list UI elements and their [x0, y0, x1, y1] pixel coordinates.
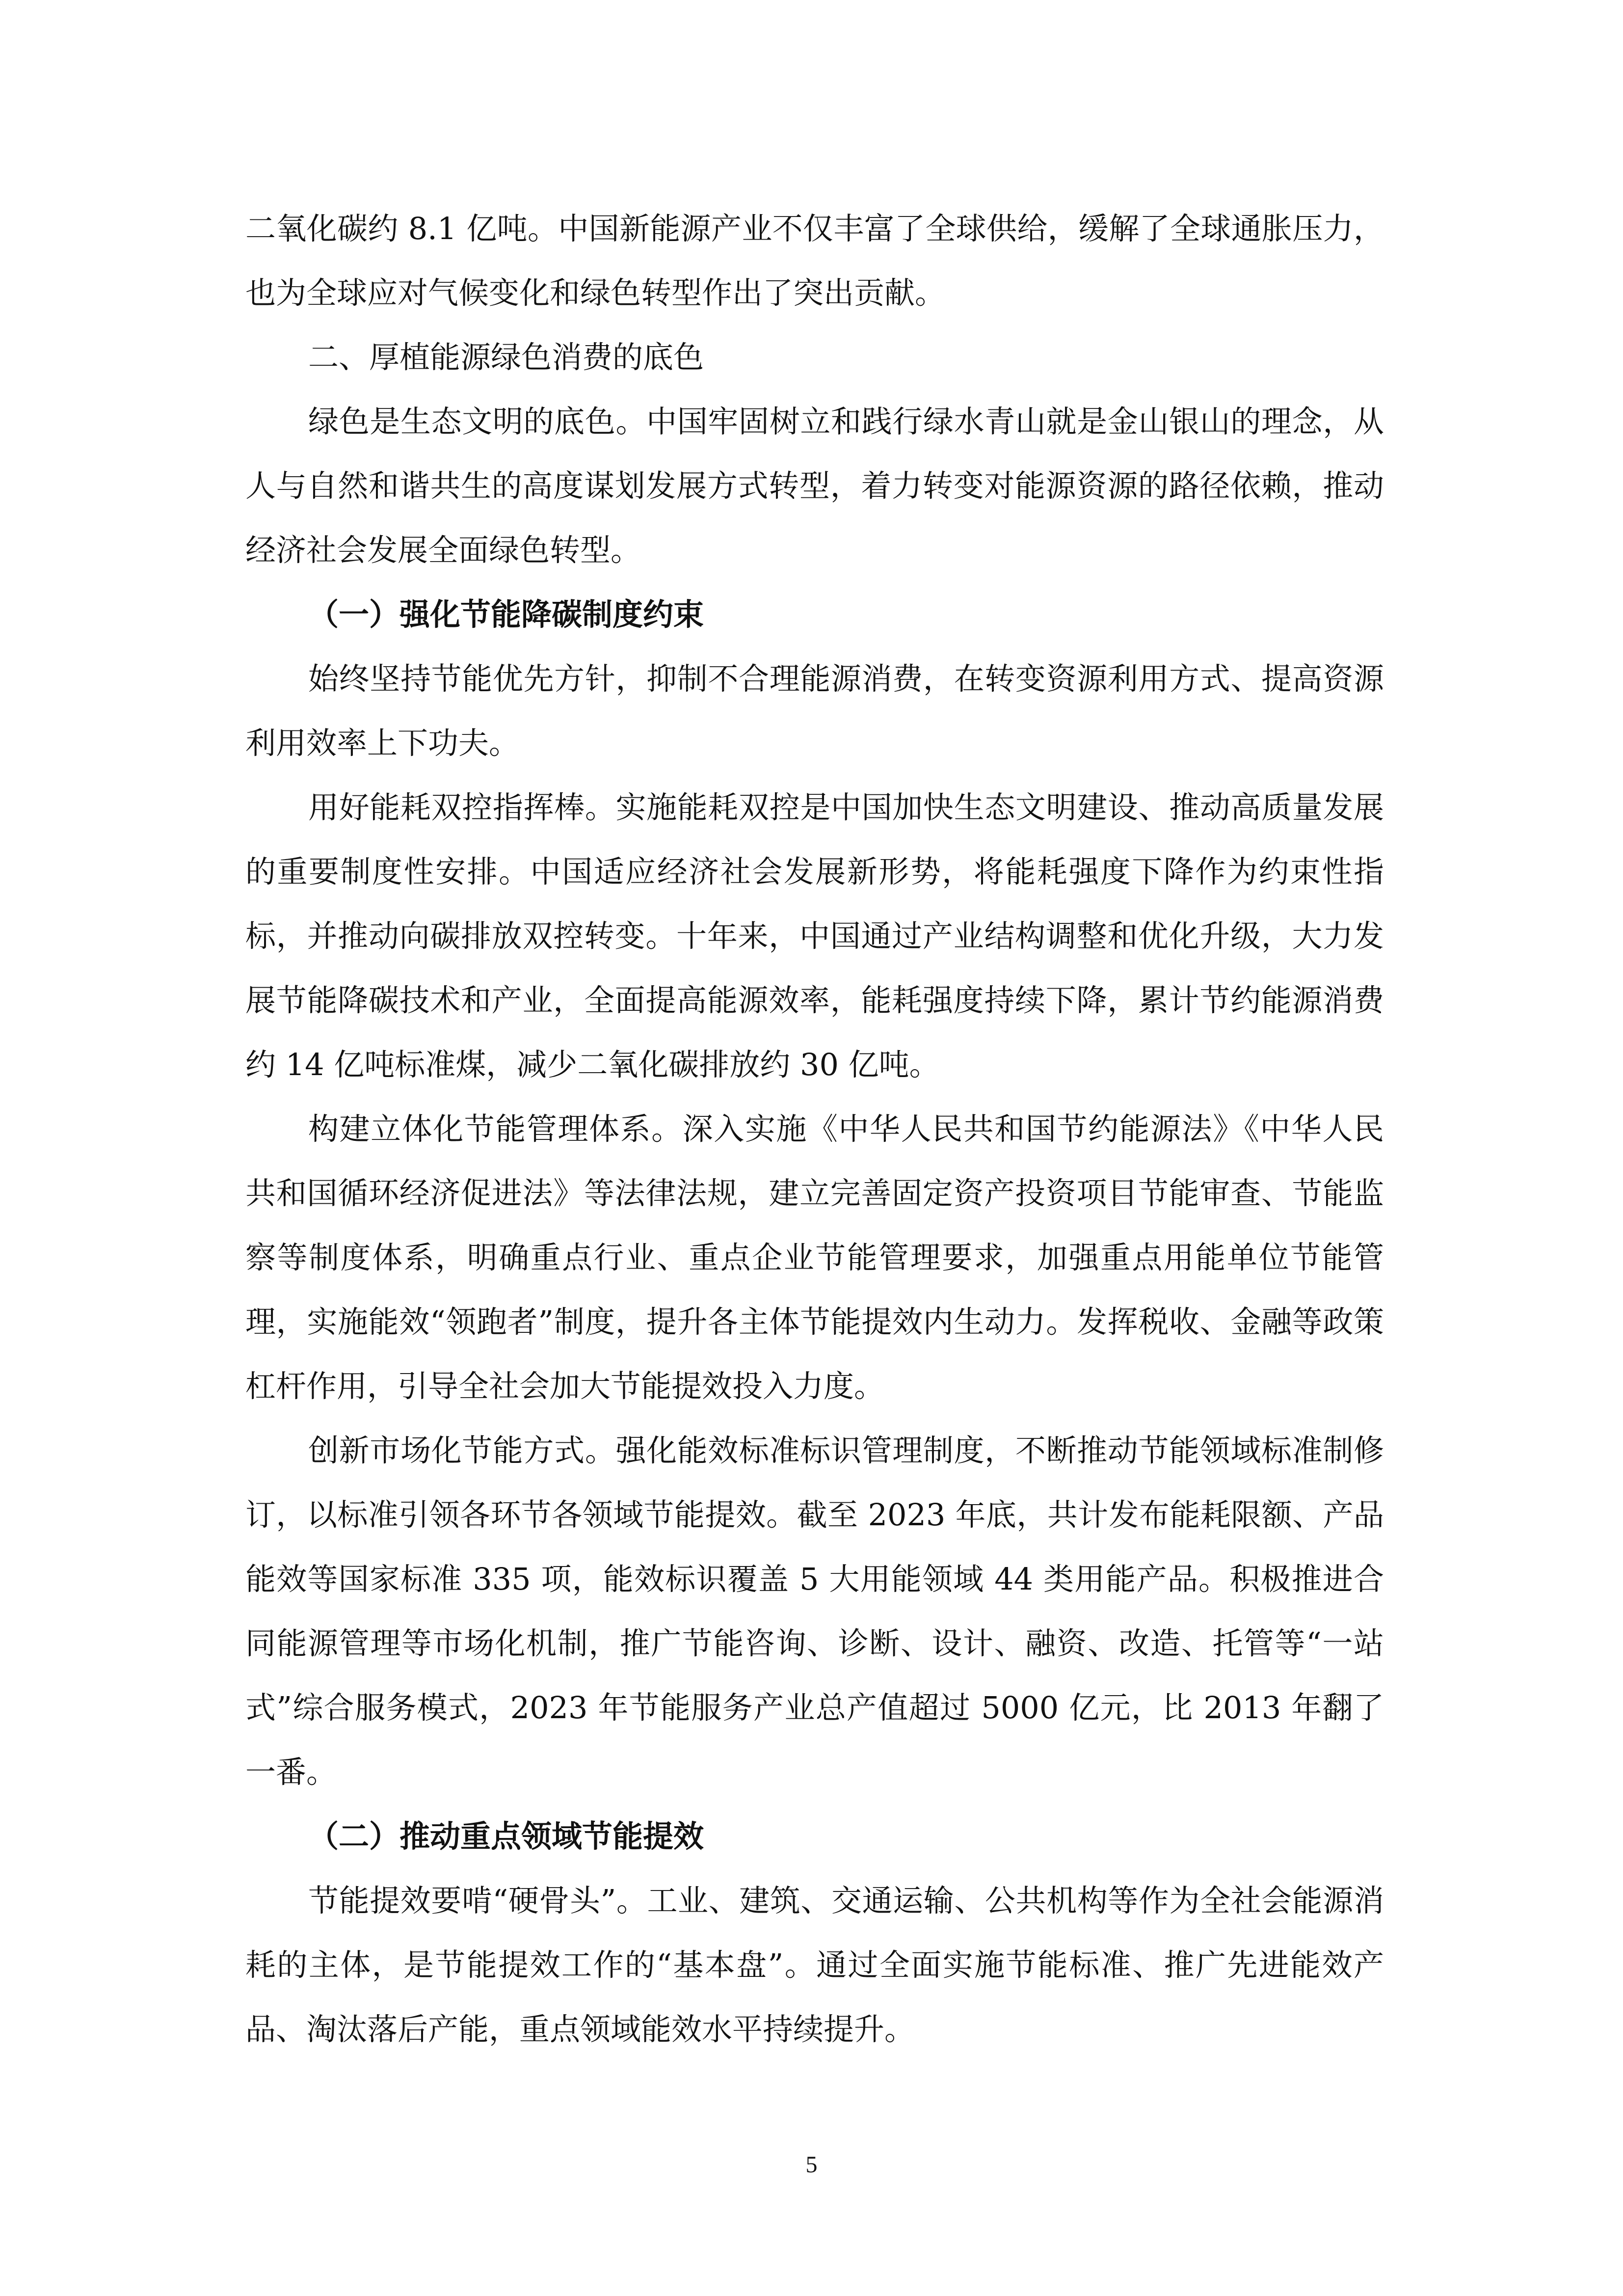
subsection-heading-1: （一）强化节能降碳制度约束 — [308, 596, 704, 632]
paragraph: 用好能耗双控指挥棒。实施能耗双控是中国加快生态文明建设、推动高质量发展的重要制度性安排。中国适应经济社会发展新形势，将能耗强度下降作为约束性指标，并推动向碳排放双控转变。十年来，中国通过产业结构调整和优化升级，大力发展节能降碳技术和产业，全面提高能源效率，能耗强度持续下降，累计节约能源消费约 14 亿吨标准煤，减少二氧化碳排放约 30 亿吨。 — [245, 789, 1384, 1082]
subsection-heading-2: （二）推动重点领域节能提效 — [308, 1818, 704, 1854]
page-number: 5 — [805, 2152, 818, 2178]
paragraph: 节能提效要啃“硬骨头”。工业、建筑、交通运输、公共机构等作为全社会能源消耗的主体，是节能提效工作的“基本盘”。通过全面实施节能标准、推广先进能效产品、淘汰落后产能，重点领域能效水平持续提升。 — [245, 1883, 1384, 2047]
paragraph: 构建立体化节能管理体系。深入实施《中华人民共和国节约能源法》《中华人民共和国循环经济促进法》等法律法规，建立完善固定资产投资项目节能审查、节能监察等制度体系，明确重点行业、重点企业节能管理要求，加强重点用能单位节能管理，实施能效“领跑者”制度，提升各主体节能提效内生动力。发挥税收、金融等政策杠杆作用，引导全社会加大节能提效投入力度。 — [245, 1111, 1384, 1404]
section-heading-2: 二、厚植能源绿色消费的底色 — [308, 339, 704, 375]
document-body — [245, 196, 1384, 2061]
paragraph: 创新市场化节能方式。强化能效标准标识管理制度，不断推动节能领域标准制修订，以标准引领各环节各领域节能提效。截至 2023 年底，共计发布能耗限额、产品能效等国家标准 335 项，能效标识覆盖 5 大用能领域 44 类用能产品。积极推进合同能源管理等市场化机制，推广节能咨询、诊断、设计、融资、改造、托管等“一站式”综合服务模式，2023 年节能服务产业总产值超过 5000 亿元，比 2013 年翻了一番。 — [245, 1432, 1384, 1790]
paragraph: 绿色是生态文明的底色。中国牢固树立和践行绿水青山就是金山银山的理念，从人与自然和谐共生的高度谋划发展方式转型，着力转变对能源资源的路径依赖，推动经济社会发展全面绿色转型。 — [245, 404, 1384, 568]
paragraph: 始终坚持节能优先方针，抑制不合理能源消费，在转变资源利用方式、提高资源利用效率上下功夫。 — [245, 661, 1384, 761]
paragraph-continued: 二氧化碳约 8.1 亿吨。中国新能源产业不仅丰富了全球供给，缓解了全球通胀压力，也为全球应对气候变化和绿色转型作出了突出贡献。 — [245, 211, 1384, 311]
